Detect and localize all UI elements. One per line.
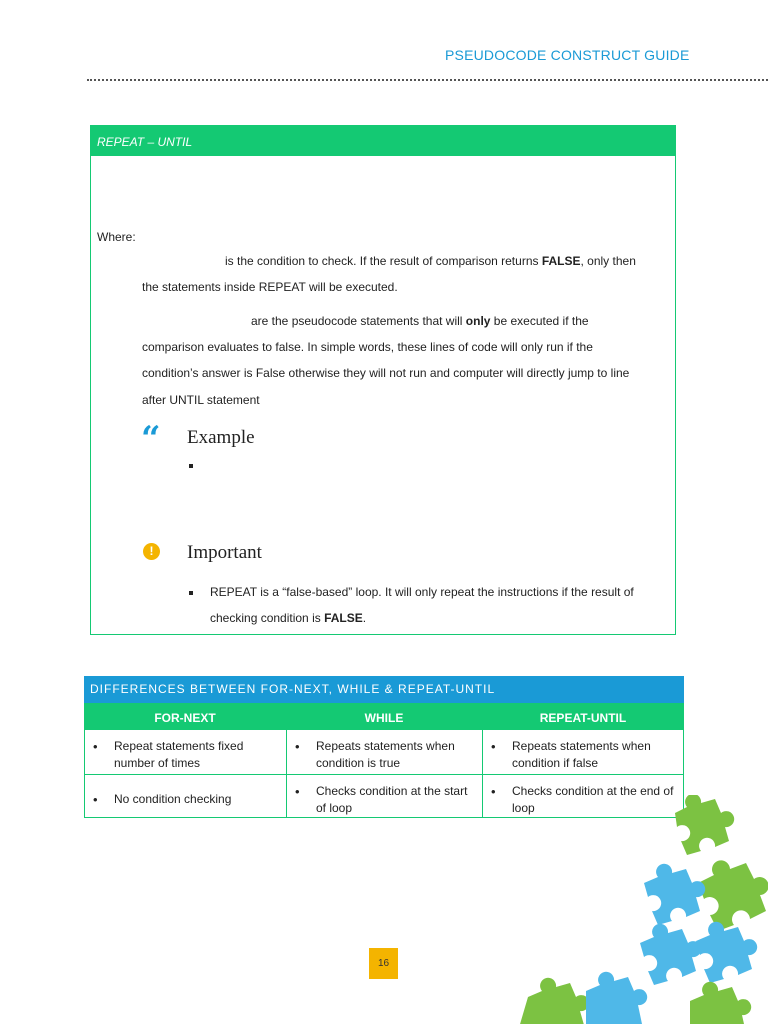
puzzle-piece-icon [696, 922, 757, 983]
puzzle-piece-icon [690, 982, 751, 1024]
page-header-title: PSEUDOCODE CONSTRUCT GUIDE [445, 47, 690, 63]
important-line1: REPEAT is a “false-based” loop. It will only repeat the instructions if the result of [210, 585, 634, 599]
quote-icon: “ [141, 419, 161, 459]
table-cell: • Repeat statements fixed number of times [84, 730, 286, 774]
puzzle-piece-icon [520, 978, 589, 1024]
puzzle-piece-icon [675, 795, 734, 855]
important-heading: Important [187, 542, 262, 563]
statements-description-line2: comparison evaluates to false. In simple words, these lines of code will only run if the [142, 340, 593, 354]
where-label: Where: [97, 230, 136, 244]
important-line2: checking condition is FALSE. [210, 611, 367, 625]
table-cell: • Checks condition at the end of loop [482, 775, 684, 817]
table-cell: • Checks condition at the start of loop [286, 775, 482, 817]
repeat-until-title: REPEAT – UNTIL [91, 126, 675, 156]
example-bullet [189, 464, 193, 468]
puzzle-piece-icon [586, 972, 647, 1024]
repeat-until-box [90, 125, 676, 635]
column-header-while: WHILE [364, 711, 404, 725]
condition-description-line1: is the condition to check. If the result of comparison returns FALSE, only then [225, 254, 636, 268]
puzzle-piece-icon [644, 864, 705, 925]
statements-description-line1: are the pseudocode statements that will only be executed if the [251, 314, 589, 328]
condition-description-line2: the statements inside REPEAT will be executed. [142, 280, 398, 294]
table-cell: • Repeats statements when condition is true [286, 730, 482, 774]
puzzle-pieces-icon [520, 795, 768, 1024]
statements-description-line3: condition’s answer is False otherwise they will not run and computer will directly jump to line [142, 366, 630, 380]
column-header-repeat-until: REPEAT-UNTIL [539, 711, 627, 725]
page-number: 16 [369, 948, 398, 979]
example-heading: Example [187, 427, 255, 448]
exclamation-circle-icon: ! [143, 543, 160, 560]
table-cell: • No condition checking [84, 775, 286, 817]
table-row [84, 730, 684, 775]
puzzle-piece-icon [640, 924, 701, 985]
important-bullet [189, 591, 193, 595]
statements-description-line4: after UNTIL statement [142, 393, 260, 407]
header-divider [87, 79, 768, 81]
differences-title: DIFFERENCES BETWEEN FOR-NEXT, WHILE & REPEAT-UNTIL [84, 676, 684, 703]
differences-header-row [84, 703, 684, 730]
puzzle-piece-icon [698, 860, 768, 931]
column-header-for-next: FOR-NEXT [154, 711, 216, 725]
table-cell: • Repeats statements when condition if false [482, 730, 684, 774]
